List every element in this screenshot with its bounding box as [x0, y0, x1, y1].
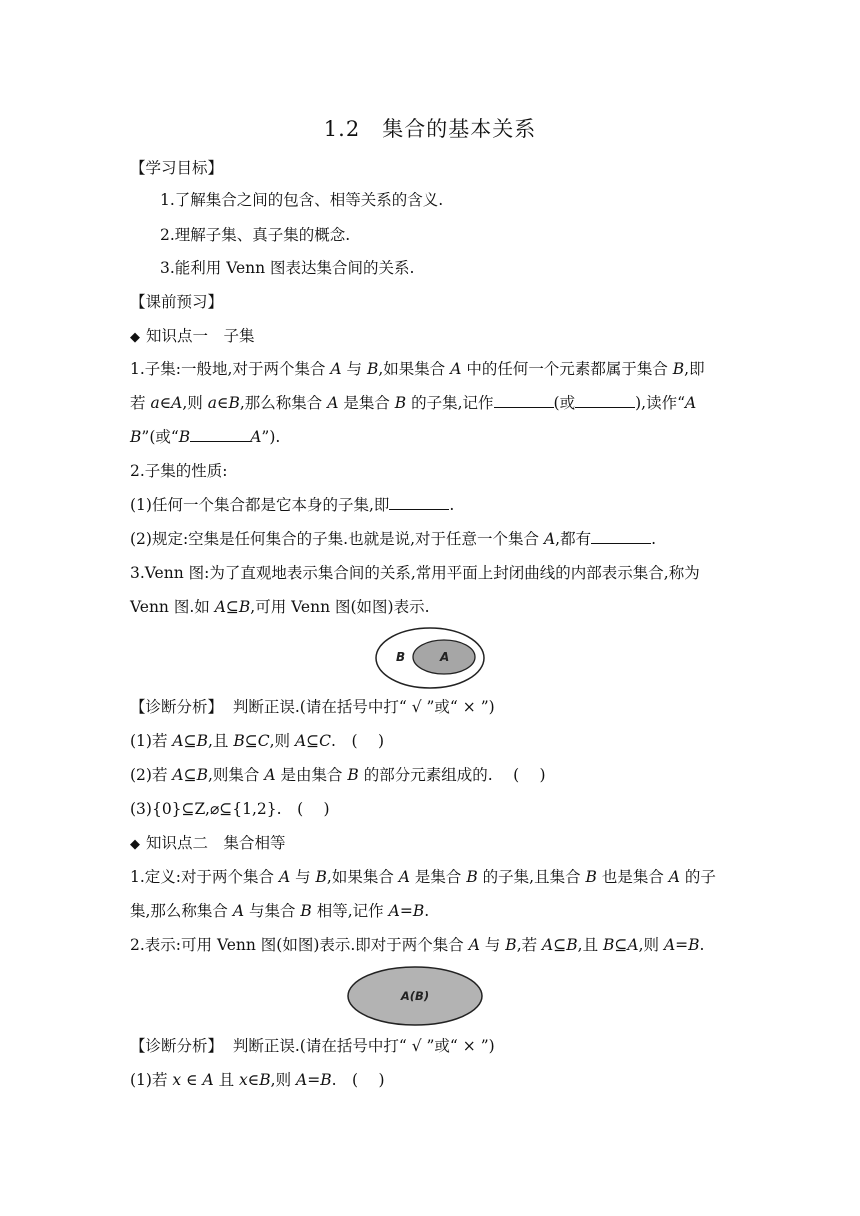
- subset-definition-line-1: 1.子集:一般地,对于两个集合 A 与 B,如果集合 A 中的任何一个元素都属于集合 B,即: [130, 360, 705, 378]
- fill-blank[interactable]: [575, 393, 635, 408]
- diagnosis-1-q3: (3){0}⊆Z,⌀⊆{1,2}. ( ): [130, 800, 330, 818]
- venn-definition-line-2: Venn 图.如 A⊆B,可用 Venn 图(如图)表示.: [130, 598, 430, 616]
- subset-definition-line-2: 若 a∈A,则 a∈B,那么称集合 A 是集合 B 的子集,记作 (或 ),读作“A: [130, 394, 697, 412]
- subset-definition-line-3: B”(或“B A”).: [130, 428, 281, 446]
- subset-property-1: (1)任何一个集合都是它本身的子集,即 .: [130, 496, 455, 514]
- equality-representation: 2.表示:可用 Venn 图(如图)表示.即对于两个集合 A 与 B,若 A⊆B,且 B⊆A,则 A=B.: [130, 936, 705, 954]
- study-goal-3: 3.能利用 Venn 图表达集合间的关系.: [160, 259, 415, 277]
- fill-blank[interactable]: [494, 393, 554, 408]
- equality-definition-line-2: 集,那么称集合 A 与集合 B 相等,记作 A=B.: [130, 902, 430, 920]
- equal-sets-venn-diagram: [346, 964, 486, 1028]
- page-title: 1.2 集合的基本关系: [323, 117, 537, 141]
- knowledge-point-2-heading: ◆ 知识点二 集合相等: [130, 834, 286, 852]
- set-b-label: B: [396, 650, 406, 664]
- diamond-icon: ◆: [130, 330, 140, 345]
- set-ab-label: A(B): [400, 989, 430, 1003]
- diagnosis-1-heading: 【诊断分析】 判断正误.(请在括号中打“ √ ”或“ × ”): [130, 698, 495, 716]
- subset-property-2: (2)规定:空集是任何集合的子集.也就是说,对于任意一个集合 A,都有 .: [130, 530, 657, 548]
- venn-definition-line-1: 3.Venn 图:为了直观地表示集合间的关系,常用平面上封闭曲线的内部表示集合,称为: [130, 564, 700, 582]
- diagnosis-2-heading: 【诊断分析】 判断正误.(请在括号中打“ √ ”或“ × ”): [130, 1037, 495, 1055]
- diagnosis-1-q1: (1)若 A⊆B,且 B⊆C,则 A⊆C. ( ): [130, 732, 384, 750]
- subset-venn-diagram: [374, 626, 486, 690]
- diagnosis-2-q1: (1)若 x ∈ A 且 x∈B,则 A=B. ( ): [130, 1071, 385, 1089]
- study-goal-2: 2.理解子集、真子集的概念.: [160, 226, 351, 244]
- fill-blank[interactable]: [190, 427, 250, 442]
- fill-blank[interactable]: [389, 495, 449, 510]
- equality-definition-line-1: 1.定义:对于两个集合 A 与 B,如果集合 A 是集合 B 的子集,且集合 B 也是集合 A 的子: [130, 868, 716, 886]
- subset-property-heading: 2.子集的性质:: [130, 462, 228, 480]
- study-goals-heading: 【学习目标】: [130, 159, 224, 177]
- diamond-icon: ◆: [130, 837, 140, 852]
- set-a-label: A: [440, 650, 450, 664]
- study-goal-1: 1.了解集合之间的包含、相等关系的含义.: [160, 191, 444, 209]
- preview-heading: 【课前预习】: [130, 293, 224, 311]
- fill-blank[interactable]: [591, 529, 651, 544]
- knowledge-point-1-heading: ◆ 知识点一 子集: [130, 327, 255, 345]
- diagnosis-1-q2: (2)若 A⊆B,则集合 A 是由集合 B 的部分元素组成的. ( ): [130, 766, 546, 784]
